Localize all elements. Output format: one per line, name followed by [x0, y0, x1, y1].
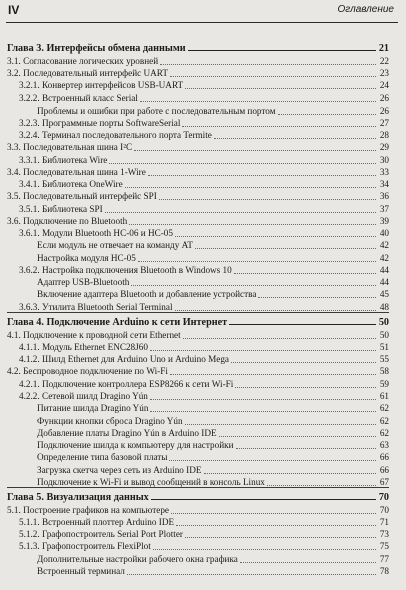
toc-page-number: 39: [379, 216, 389, 226]
dot-leader: [231, 362, 376, 363]
toc-page-number: 55: [379, 354, 389, 364]
toc-entry-title: Определение типа базовой платы: [37, 452, 168, 462]
toc-entry: [19, 517, 389, 528]
toc-page-number: 42: [379, 240, 389, 250]
toc-page-number: 40: [379, 228, 389, 238]
toc-entry: [19, 130, 389, 141]
toc-page-number: 22: [379, 56, 389, 66]
toc-entry: [37, 465, 389, 476]
toc-entry-title: 3.6.2. Настройка подключения Bluetooth в Windows 10: [19, 265, 232, 275]
toc-entry-title: 4.1.2. Шилд Ethernet для Arduino Uno и Arduino Mega: [19, 354, 229, 364]
toc-entry: [19, 354, 389, 365]
toc-page-number: 63: [379, 440, 389, 450]
toc-entry: [37, 403, 389, 414]
dot-leader: [176, 525, 376, 526]
toc-entry-title: 3.6.3. Утилита Bluetooth Serial Terminal: [19, 302, 173, 312]
toc-entry: [37, 416, 389, 427]
dot-leader: [134, 150, 376, 151]
dot-leader: [170, 76, 376, 77]
toc-entry: [7, 142, 389, 153]
dot-leader: [127, 574, 376, 575]
toc-page-number: 70: [378, 492, 389, 503]
toc-entry: [7, 191, 389, 202]
toc-page-number: 44: [379, 277, 389, 287]
toc-entry-title: Настройка модуля HC-05: [37, 253, 136, 263]
toc-page-number: 75: [379, 541, 389, 551]
toc-entry: [37, 106, 389, 117]
toc-entry: [19, 379, 389, 390]
toc-entry: [37, 428, 389, 439]
toc-page-number: 59: [379, 379, 389, 389]
dot-leader: [160, 64, 376, 65]
dot-leader: [234, 273, 376, 274]
toc-entry-title: Включение адаптера Bluetooth и добавление устройства: [37, 289, 257, 299]
toc-page-number: 51: [379, 342, 389, 352]
toc-page-number: 37: [379, 204, 389, 214]
toc-entry-title: 5.1.3. Графопостроитель FlexiPlot: [19, 541, 151, 551]
toc-page-number: 78: [379, 566, 389, 576]
toc-entry: [37, 289, 389, 300]
toc-entry: [37, 452, 389, 463]
toc-entry: [19, 541, 389, 552]
dot-leader: [185, 88, 376, 89]
dot-leader: [109, 163, 376, 164]
dot-leader: [150, 350, 376, 351]
toc-page-number: 71: [379, 517, 389, 527]
toc-page-number: 62: [379, 428, 389, 438]
dot-leader: [183, 338, 376, 339]
toc-entry: [7, 167, 389, 178]
toc-page-number: 67: [379, 477, 389, 487]
toc-page-number: 26: [379, 93, 389, 103]
dot-leader: [267, 485, 376, 486]
toc-entry-title: Встроенный терминал: [37, 566, 125, 576]
toc-page-number: 34: [379, 179, 389, 189]
toc-entry: [19, 391, 389, 402]
dot-leader: [151, 499, 376, 500]
toc-page-number: 21: [378, 43, 389, 54]
toc-entry-title: 3.6. Подключение по Bluetooth: [7, 216, 128, 226]
toc-entry: [19, 80, 389, 91]
toc-entry-title: Добавление платы Dragino Yún в Arduino IDE: [37, 428, 217, 438]
toc-page-number: 26: [379, 106, 389, 116]
toc-entry: [7, 366, 389, 377]
toc-chapter: [7, 43, 389, 54]
toc-entry-title: Загрузка скетча через сеть из Arduino IDE: [37, 465, 202, 475]
toc-entry-title: 3.1. Согласование логических уровней: [7, 56, 159, 66]
toc-page-number: 70: [379, 505, 389, 515]
toc-page-number: 62: [379, 403, 389, 413]
toc-entry: [7, 68, 389, 79]
toc-entry: [37, 566, 389, 577]
toc-entry-title: 5.1.1. Встроенный плоттер Arduino IDE: [19, 517, 175, 527]
dot-leader: [175, 310, 376, 311]
toc-page-number: 66: [379, 452, 389, 462]
toc-entry-title: 3.2.1. Конвертер интерфейсов USB-UART: [19, 80, 184, 90]
toc-page-number: 36: [379, 191, 389, 201]
toc-entry: [19, 155, 389, 166]
toc-entry-title: 3.3. Последовательная шина I²C: [7, 142, 133, 152]
dot-leader: [258, 297, 376, 298]
toc-entry-title: 4.2.2. Сетевой шилд Dragino Yún: [19, 391, 148, 401]
toc-entry: [37, 440, 389, 451]
toc-chapter: [7, 317, 389, 328]
toc-entry-title: 3.4.1. Библиотека OneWire: [19, 179, 123, 189]
toc-page-number: 50: [379, 330, 389, 340]
toc-page-number: 30: [379, 155, 389, 165]
toc-entry: [37, 277, 389, 288]
dot-leader: [185, 424, 376, 425]
dot-leader: [131, 285, 376, 286]
toc-page-number: 66: [379, 465, 389, 475]
toc-entry-title: Дополнительные настройки рабочего окна графика: [37, 554, 238, 564]
chapter-divider: [7, 312, 389, 313]
toc-page-number: 62: [379, 416, 389, 426]
toc-page-number: 42: [379, 253, 389, 263]
toc-entry: [19, 342, 389, 353]
dot-leader: [129, 224, 376, 225]
toc-entry: [19, 204, 389, 215]
toc-entry-title: 3.2.3. Программные порты SoftwareSerial: [19, 118, 181, 128]
toc-entry-title: Адаптер USB-Bluetooth: [37, 277, 130, 287]
dot-leader: [125, 187, 376, 188]
toc-page-number: 48: [379, 302, 389, 312]
toc-page-number: 50: [378, 317, 389, 328]
dot-leader: [148, 175, 376, 176]
toc-entry-title: Подключение шилда к компьютеру для настройки: [37, 440, 234, 450]
toc-chapter: [7, 492, 389, 503]
dot-leader: [170, 374, 376, 375]
toc-entry-title: Глава 5. Визуализация данных: [7, 492, 149, 503]
toc-entry-title: 3.4. Последовательная шина 1-Wire: [7, 167, 146, 177]
dot-leader: [153, 549, 376, 550]
dot-leader: [188, 50, 376, 51]
toc-entry: [19, 93, 389, 104]
toc-entry: [19, 179, 389, 190]
toc-entry-title: 4.1. Подключение к проводной сети Ethernet: [7, 330, 181, 340]
toc-entry-title: 4.2. Беспроводное подключение по Wi-Fi: [7, 366, 168, 376]
toc-entry-title: 3.2. Последовательный интерфейс UART: [7, 68, 168, 78]
toc-page-number: 28: [379, 130, 389, 140]
dot-leader: [235, 387, 376, 388]
toc-entry-title: Глава 3. Интерфейсы обмена данными: [7, 43, 186, 54]
page-header: [0, 0, 406, 26]
toc-entry: [7, 56, 389, 67]
dot-leader: [138, 261, 376, 262]
toc-entry-title: 4.2.1. Подключение контроллера ESP8266 к сети Wi-Fi: [19, 379, 234, 389]
toc-entry-title: 5.1. Построение графиков на компьютере: [7, 505, 169, 515]
toc-entry-title: Подключение к Wi-Fi и вывод сообщений в консоль Linux: [37, 477, 265, 487]
dot-leader: [214, 138, 376, 139]
dot-leader: [150, 411, 376, 412]
dot-leader: [240, 562, 376, 563]
toc-entry: [19, 118, 389, 129]
toc-entry: [37, 240, 389, 251]
toc-entry: [37, 253, 389, 264]
dot-leader: [171, 513, 376, 514]
toc-page-number: 24: [379, 80, 389, 90]
dot-leader: [175, 236, 376, 237]
chapter-divider: [7, 487, 389, 488]
dot-leader: [105, 212, 376, 213]
toc-entry-title: 3.5.1. Библиотека SPI: [19, 204, 103, 214]
toc-page-number: 44: [379, 265, 389, 275]
toc-entry-title: 3.5. Последовательный интерфейс SPI: [7, 191, 157, 201]
toc-entry-title: Функции кнопки сброса Dragino Yún: [37, 416, 183, 426]
toc-entry: [19, 265, 389, 276]
toc-entry-title: Если модуль не отвечает на команду AT: [37, 240, 193, 250]
toc-entry: [19, 228, 389, 239]
toc-entry-title: Проблемы и ошибки при работе с последовательным портом: [37, 106, 276, 116]
toc-page-number: 73: [379, 529, 389, 539]
toc-entry-title: 3.3.1. Библиотека Wire: [19, 155, 108, 165]
toc-page-number: 33: [379, 167, 389, 177]
toc-entry-title: 3.2.4. Терминал последовательного порта Termite: [19, 130, 212, 140]
toc-entry-title: 5.1.2. Графопостроитель Serial Port Plotter: [19, 529, 183, 539]
toc-entry-title: 4.1.1. Модуль Ethernet ENC28J60: [19, 342, 148, 352]
header-rule: [6, 22, 398, 23]
dot-leader: [169, 460, 376, 461]
toc-page-number: 45: [379, 289, 389, 299]
toc-page-number: 27: [379, 118, 389, 128]
dot-leader: [140, 101, 376, 102]
dot-leader: [229, 324, 376, 325]
toc-entry-title: 3.2.2. Встроенный класс Serial: [19, 93, 138, 103]
toc-entry: [19, 529, 389, 540]
dot-leader: [182, 126, 376, 127]
toc-entry: [37, 554, 389, 565]
toc-page-number: 77: [379, 554, 389, 564]
toc-entry: [7, 330, 389, 341]
running-title: Оглавление: [337, 4, 394, 15]
dot-leader: [219, 436, 376, 437]
toc-page-number: 58: [379, 366, 389, 376]
page-number: IV: [8, 3, 20, 17]
toc-entry: [7, 505, 389, 516]
dot-leader: [185, 537, 376, 538]
toc-page-number: 29: [379, 142, 389, 152]
toc-entry-title: 3.6.1. Модули Bluetooth HC-06 и HC-05: [19, 228, 173, 238]
dot-leader: [236, 448, 377, 449]
dot-leader: [204, 473, 377, 474]
toc-entry: [7, 216, 389, 227]
toc-entry-title: Глава 4. Подключение Arduino к сети Интернет: [7, 317, 228, 328]
dot-leader: [150, 399, 376, 400]
dot-leader: [159, 199, 376, 200]
dot-leader: [195, 248, 376, 249]
toc-entry-title: Питание шилда Dragino Yún: [37, 403, 149, 413]
toc-page-number: 61: [379, 391, 389, 401]
toc-page-number: 23: [379, 68, 389, 78]
dot-leader: [278, 114, 376, 115]
